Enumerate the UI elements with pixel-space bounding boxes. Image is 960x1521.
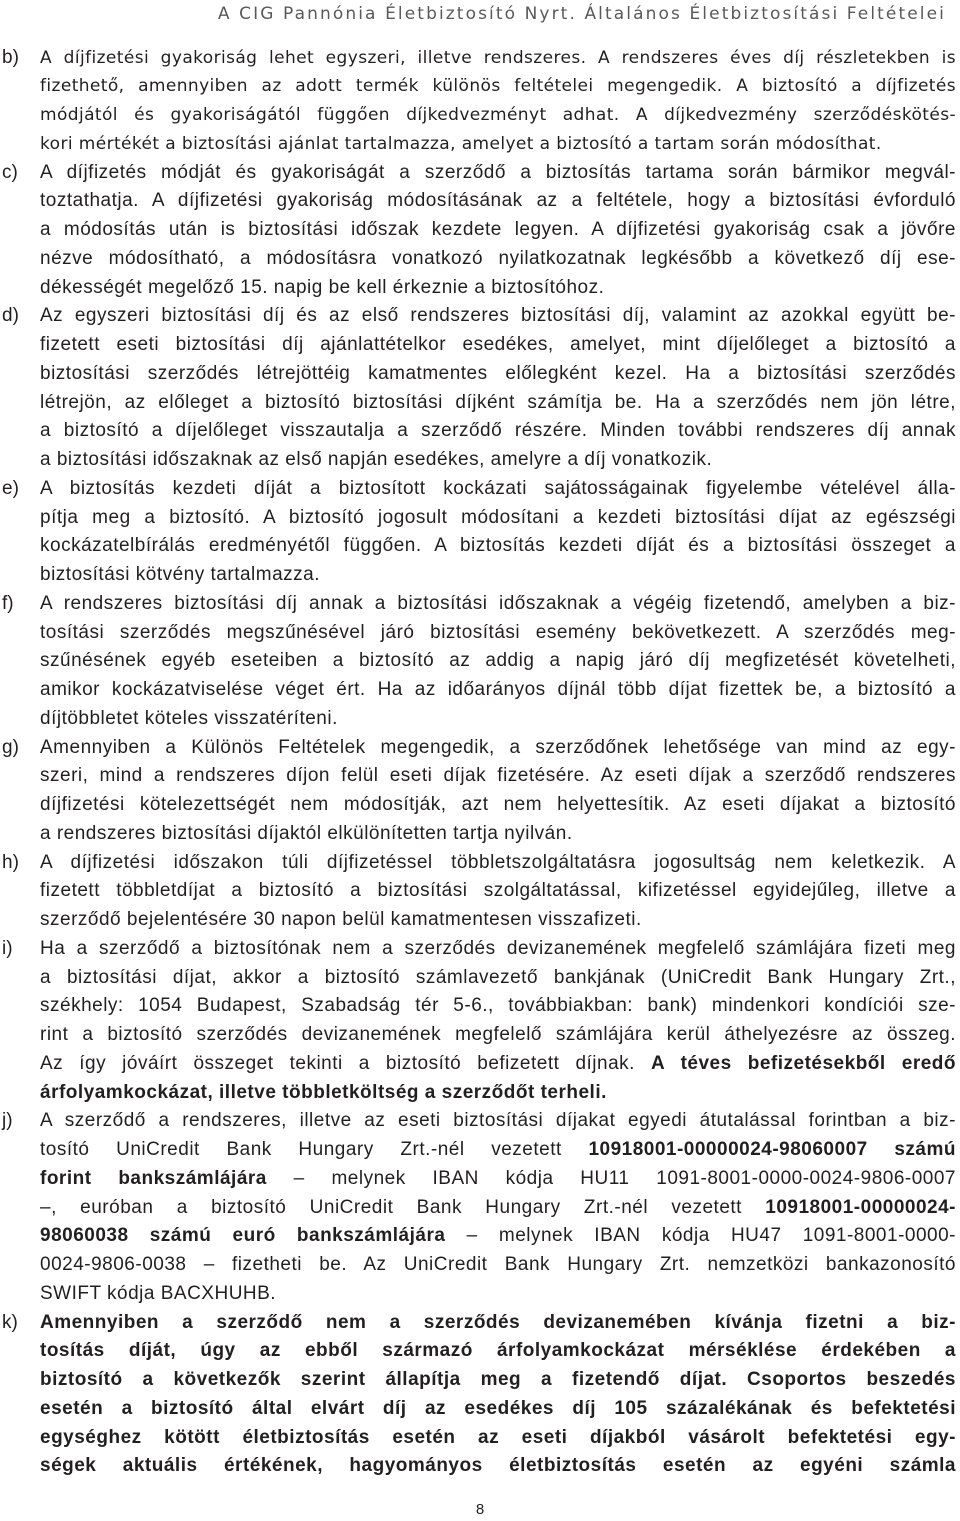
text-line [40, 302, 956, 331]
text-line [40, 849, 956, 878]
text-segment: a biztosítási díjat, akkor a biztosító számlavezető bankjának (UniCredit Bank Hungary Zrt., [40, 966, 956, 988]
text-segment: –, euróban a biztosító UniCredit Bank Hungary Zrt.-nél vezetett [40, 1196, 766, 1218]
bold-text-segment: esetén a biztosító által elvárt díj az esedékes díj 105 százalékának és befektetési [40, 1397, 956, 1419]
list-item-b [0, 44, 956, 159]
bold-text-segment: tosítás díját, úgy az ebből származó árfolyamkockázat mérséklése érdekében a [40, 1340, 956, 1362]
text-segment: biztosítási kötvény tartalmazza. [40, 564, 320, 586]
text-segment: nézve módosítható, a módosításra vonatkozó nyilatkozatnak legkésőbb a következő díj ese- [40, 247, 956, 269]
text-segment: szeri, mind a rendszeres díjon felül eseti díjak fizetésére. Az eseti díjak a szerződő rendszeres [40, 765, 956, 787]
list-item-label: g) [2, 736, 19, 758]
text-segment: A díjfizetés módját és gyakoriságát a szerződő a biztosítás tartama során bármikor megvál- [40, 161, 956, 183]
bold-text-segment: árfolyamkockázat, illetve többletköltség a szerződőt terheli. [40, 1081, 607, 1103]
text-segment: a biztosítási időszaknak az első napján esedékes, amelyre a díj vonatkozik. [40, 449, 713, 471]
list-item-k [0, 1309, 956, 1482]
text-line [40, 1165, 956, 1194]
text-segment: 0024-9806-0038 – fizetheti be. Az UniCredit Bank Hungary Zrt. nemzetközi bankazonosító [40, 1254, 956, 1276]
bold-text-segment: 98060038 számú euró bankszámlájára [40, 1225, 446, 1247]
text-line [40, 1050, 956, 1079]
text-segment: SWIFT kódja BACXHUHB. [40, 1282, 277, 1304]
text-segment: kori mértékét a biztosítási ajánlat tartalmazza, amelyet a biztosító a tartam során módosíthat. [40, 133, 882, 154]
text-segment: amikor kockázatviselése véget ért. Ha az időarányos díjnál több díjat fizettek be, a biztosító a [40, 679, 956, 701]
text-line [40, 791, 956, 820]
text-line [40, 44, 956, 73]
text-line [40, 1280, 956, 1309]
text-line [40, 1079, 956, 1108]
text-segment: kockázatelbírálás eredményétől függően. A biztosítás kezdeti díját és a biztosítási összeget a [40, 535, 956, 557]
text-segment: biztosítási szerződés létrejöttéig kamatmentes előlegként kezel. Ha a biztosítási szerződés [40, 362, 956, 384]
text-segment: fizetett eseti biztosítási díj ajánlattételkor esedékes, amelyet, mint díjelőleget a biztosító a [40, 334, 956, 356]
text-segment: Ha a szerződő a biztosítónak nem a szerződés devizanemének megfelelő számlájára fizeti meg [40, 937, 956, 959]
list-item-label: c) [2, 161, 18, 183]
text-line [40, 1107, 956, 1136]
list-item-label: j) [2, 1110, 13, 1132]
text-line [40, 1366, 956, 1395]
bold-text-segment: 10918001-00000024-98060007 számú [588, 1139, 956, 1161]
text-segment: A díjfizetési gyakoriság lehet egyszeri, illetve rendszeres. A rendszeres éves díj részletekben is [40, 47, 956, 68]
text-line [40, 1337, 956, 1366]
bold-text-segment: 10918001-00000024- [765, 1196, 956, 1218]
text-line [40, 417, 956, 446]
text-line [40, 647, 956, 676]
list-item-j [0, 1107, 956, 1308]
text-line [40, 475, 956, 504]
text-line [40, 935, 956, 964]
text-line [40, 1424, 956, 1453]
text-line [40, 504, 956, 533]
list-item-label: b) [2, 46, 19, 68]
text-line [40, 906, 956, 935]
text-line [40, 216, 956, 245]
text-segment: fizethető, amennyiben az adott termék különös feltételei megengedik. A biztosító a díjfizetés [40, 76, 956, 97]
bold-text-segment: egységhez kötött életbiztosítás esetén az eseti díjakból vásárolt befektetési egy- [40, 1426, 956, 1448]
text-line [40, 72, 956, 101]
text-segment: Az így jóváírt összeget tekinti a biztosító befizetett díjnak. [40, 1052, 651, 1074]
text-segment: – melynek IBAN kódja HU47 1091-8001-0000- [445, 1225, 956, 1247]
text-line [40, 676, 956, 705]
text-segment: rint a biztosító szerződés devizanemének megfelelő számlájára kerül áthelyezésre az összeg. [40, 1024, 956, 1046]
bold-text-segment: ségek aktuális értékének, hagyományos életbiztosítás esetén az egyéni számla [40, 1455, 956, 1477]
list-item-label: f) [2, 592, 14, 614]
text-line [40, 101, 956, 130]
bold-text-segment: Amennyiben a szerződő nem a szerződés devizanemében kívánja fizetni a biz- [40, 1311, 956, 1333]
running-header: A CIG Pannónia Életbiztosító Nyrt. Általános Életbiztosítási Feltételei [217, 4, 946, 24]
text-line [40, 1251, 956, 1280]
text-segment: toztathatja. A díjfizetési gyakoriság módosításának az a feltétele, hogy a biztosítási évforduló [40, 190, 956, 212]
list-item-c [0, 159, 956, 303]
text-line [40, 331, 956, 360]
text-segment: székhely: 1054 Budapest, Szabadság tér 5-6., továbbiakban: bank) mindenkori kondíciói sze- [40, 995, 956, 1017]
text-line [40, 820, 956, 849]
bold-text-segment: biztosító a következők szerint állapítja meg a fizetendő díjat. Csoportos beszedés [40, 1369, 956, 1391]
text-line [40, 734, 956, 763]
text-line [40, 130, 956, 159]
text-line [40, 360, 956, 389]
text-line [40, 446, 956, 475]
list-item-label: e) [2, 477, 19, 499]
text-segment: módjától és gyakoriságától függően díjkedvezményt adhat. A díjkedvezmény szerződéskötés- [40, 105, 956, 126]
text-segment: Amennyiben a Különös Feltételek megengedik, a szerződőnek lehetősége van mind az egy- [40, 736, 956, 758]
text-segment: dékességét megelőző 15. napig be kell érkeznie a biztosítóhoz. [40, 276, 605, 298]
text-segment: a biztosító a díjelőleget visszautalja a szerződő részére. Minden további rendszeres díj annak [40, 420, 956, 442]
text-segment: A biztosítás kezdeti díját a biztosított kockázati sajátosságainak figyelembe vételével álla- [40, 477, 956, 499]
text-segment: szerződő bejelentésére 30 napon belül kamatmentesen visszafizeti. [40, 909, 642, 931]
text-segment: tosító UniCredit Bank Hungary Zrt.-nél vezetett [40, 1139, 589, 1161]
text-line [40, 1395, 956, 1424]
text-segment: A szerződő a rendszeres, illetve az eseti biztosítási díjakat egyedi átutalással forintban a biz- [40, 1110, 956, 1132]
list-item-label: d) [2, 305, 19, 327]
list-item-i [0, 935, 956, 1108]
text-segment: pítja meg a biztosító. A biztosító jogosult módosítani a kezdeti biztosítási díjat az egészségi [40, 506, 956, 528]
list-item-label: i) [2, 937, 13, 959]
text-line [40, 532, 956, 561]
list-item-e [0, 475, 956, 590]
text-segment: A díjfizetési időszakon túli díjfizetéssel többletszolgáltatásra jogosultság nem keletkezik. A [40, 851, 956, 873]
text-line [40, 762, 956, 791]
text-segment: szűnésének egyéb eseteiben a biztosító az addig a napig járó díj megfizetését követelheti, [40, 650, 956, 672]
text-segment: A rendszeres biztosítási díj annak a biztosítási időszaknak a végéig fizetendő, amelyben a biz- [40, 592, 956, 614]
list-item-label: h) [2, 851, 19, 873]
text-segment: a módosítás után is biztosítási időszak kezdete legyen. A díjfizetési gyakoriság csak a jövőre [40, 219, 956, 241]
text-line [40, 1309, 956, 1338]
text-line [40, 1021, 956, 1050]
text-line [40, 1222, 956, 1251]
text-segment: fizetett többletdíjat a biztosító a biztosítási szolgáltatással, kifizetéssel egyidejűleg, illetve a [40, 880, 956, 902]
list-item-h [0, 849, 956, 935]
text-segment: díjfizetési kötelezettségét nem módosítják, azt nem helyettesítik. Az eseti díjakat a biztosító [40, 794, 956, 816]
text-line [40, 389, 956, 418]
page-number: 8 [475, 1501, 485, 1518]
text-line [40, 561, 956, 590]
bold-text-segment: forint bankszámlájára [40, 1167, 267, 1189]
text-segment: díjtöbbletet köteles visszatéríteni. [40, 707, 338, 729]
text-line [40, 1136, 956, 1165]
text-line [40, 1452, 956, 1481]
text-line [40, 964, 956, 993]
list-item-label: k) [2, 1311, 18, 1333]
text-line [40, 274, 956, 303]
text-line [40, 590, 956, 619]
list-item-f [0, 590, 956, 734]
conditions-list [0, 44, 960, 1482]
text-segment: Az egyszeri biztosítási díj és az első rendszeres biztosítási díj, valamint az azokkal együtt be- [40, 305, 956, 327]
text-segment: a rendszeres biztosítási díjaktól elkülönítetten tartja nyilván. [40, 822, 573, 844]
text-line [40, 877, 956, 906]
text-line [40, 992, 956, 1021]
text-line [40, 619, 956, 648]
text-line [40, 245, 956, 274]
text-line [40, 1194, 956, 1223]
text-line [40, 187, 956, 216]
bold-text-segment: A téves befizetésekből eredő [651, 1052, 956, 1074]
text-line [40, 705, 956, 734]
list-item-d [0, 302, 956, 475]
text-segment: – melynek IBAN kódja HU11 1091-8001-0000-0024-9806-0007 [266, 1167, 956, 1189]
text-line [40, 159, 956, 188]
list-item-g [0, 734, 956, 849]
text-segment: tosítási szerződés megszűnésével járó biztosítási esemény bekövetkezett. A szerződés meg- [40, 621, 956, 643]
text-segment: létrejön, az előleget a biztosító biztosítási díjként számítja be. Ha a szerződés nem jön létre, [40, 391, 956, 413]
